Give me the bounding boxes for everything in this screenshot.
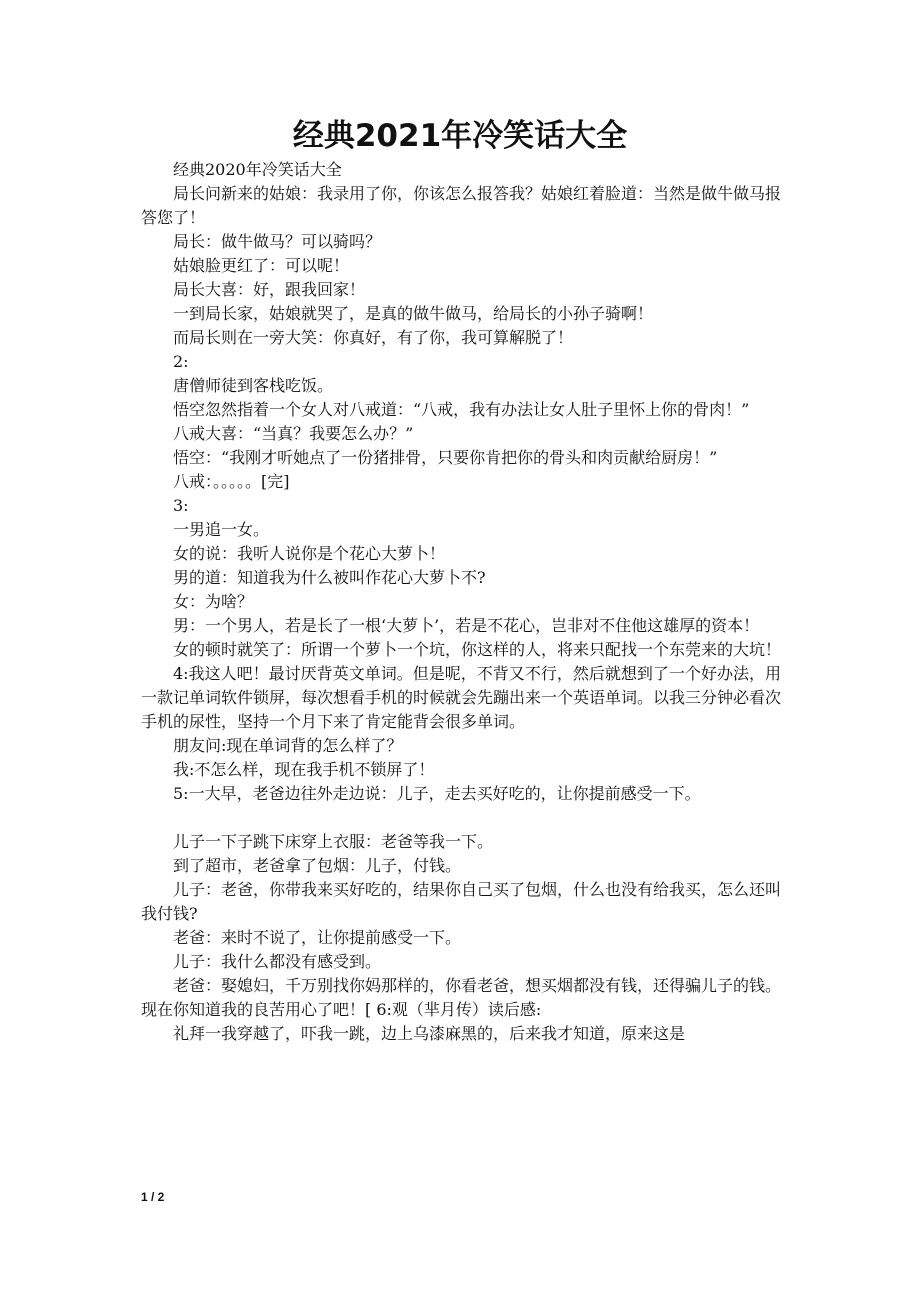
document-title: 经典2021年冷笑话大全 <box>292 118 628 154</box>
paragraph: 2: <box>173 352 189 371</box>
paragraph: 5:一大早，老爸边往外走边说：儿子，走去买好吃的，让你提前感受一下。 <box>173 784 701 803</box>
paragraph: 儿子一下子跳下床穿上衣服：老爸等我一下。 <box>173 832 494 851</box>
paragraph: 男：一个男人，若是长了一根‘大萝卜’，若是不花心，岂非对不住他这雄厚的资本！ <box>173 616 760 635</box>
paragraph: 到了超市，老爸拿了包烟：儿子，付钱。 <box>173 856 462 875</box>
paragraph: 而局长则在一旁大笑：你真好，有了你，我可算解脱了！ <box>173 328 574 347</box>
blank-line <box>141 806 781 830</box>
paragraph: 我:不怎么样，现在我手机不锁屏了！ <box>173 760 435 779</box>
paragraph: 儿子：我什么都没有感受到。 <box>173 952 382 971</box>
paragraph: 礼拜一我穿越了，吓我一跳，边上乌漆麻黑的，后来我才知道，原来这是 <box>173 1024 686 1043</box>
paragraph: 姑娘脸更红了：可以呢！ <box>173 256 350 275</box>
paragraph: 3: <box>173 496 189 515</box>
paragraph: 悟空忽然指着一个女人对八戒道：“八戒，我有办法让女人肚子里怀上你的骨肉！” <box>173 400 750 419</box>
document-body <box>141 158 781 1046</box>
paragraph: 悟空：“我刚才听她点了一份猪排骨，只要你肯把你的骨头和肉贡献给厨房！” <box>173 448 718 467</box>
paragraph: 八戒：。。。。。[完] <box>173 472 290 491</box>
paragraph: 局长问新来的姑娘：我录用了你，你该怎么报答我？姑娘红着脸道：当然是做牛做马报答您了！ <box>141 184 782 227</box>
paragraph: 女：为啥？ <box>173 592 254 611</box>
paragraph: 4:我这人吧！最讨厌背英文单词。但是呢，不背又不行，然后就想到了一个好办法，用一款记单词软件锁屏，每次想看手机的时候就会先蹦出来一个英语单词。以我三分钟必看次手机的尿性，坚持一个月下来了肯定能背会很多单词。 <box>141 664 782 731</box>
paragraph: 男的道：知道我为什么被叫作花心大萝卜不? <box>173 568 486 587</box>
paragraph: 老爸：娶媳妇，千万别找你妈那样的，你看老爸，想买烟都没有钱，还得骗儿子的钱。现在你知道我的良苦用心了吧！[ 6:观（芈月传）读后感: <box>141 976 782 1019</box>
paragraph: 局长大喜：好，跟我回家！ <box>173 280 366 299</box>
paragraph: 经典2020年冷笑话大全 <box>173 160 342 179</box>
paragraph: 女的顿时就笑了：所谓一个萝卜一个坑，你这样的人，将来只配找一个东莞来的大坑！ <box>173 640 782 659</box>
paragraph: 一男追一女。 <box>173 520 270 539</box>
paragraph: 女的说：我听人说你是个花心大萝卜！ <box>173 544 446 563</box>
paragraph: 儿子：老爸，你带我来买好吃的，结果你自己买了包烟，什么也没有给我买，怎么还叫我付钱? <box>141 880 782 923</box>
paragraph: 唐僧师徒到客栈吃饭。 <box>173 376 334 395</box>
paragraph: 老爸：来时不说了，让你提前感受一下。 <box>173 928 462 947</box>
paragraph: 朋友问:现在单词背的怎么样了？ <box>173 736 403 755</box>
paragraph: 一到局长家，姑娘就哭了，是真的做牛做马，给局长的小孙子骑啊！ <box>173 304 654 323</box>
paragraph: 八戒大喜：“当真？我要怎么办？” <box>173 424 414 443</box>
page-number: 1 / 2 <box>141 1190 165 1204</box>
paragraph: 局长：做牛做马？可以骑吗？ <box>173 232 382 251</box>
